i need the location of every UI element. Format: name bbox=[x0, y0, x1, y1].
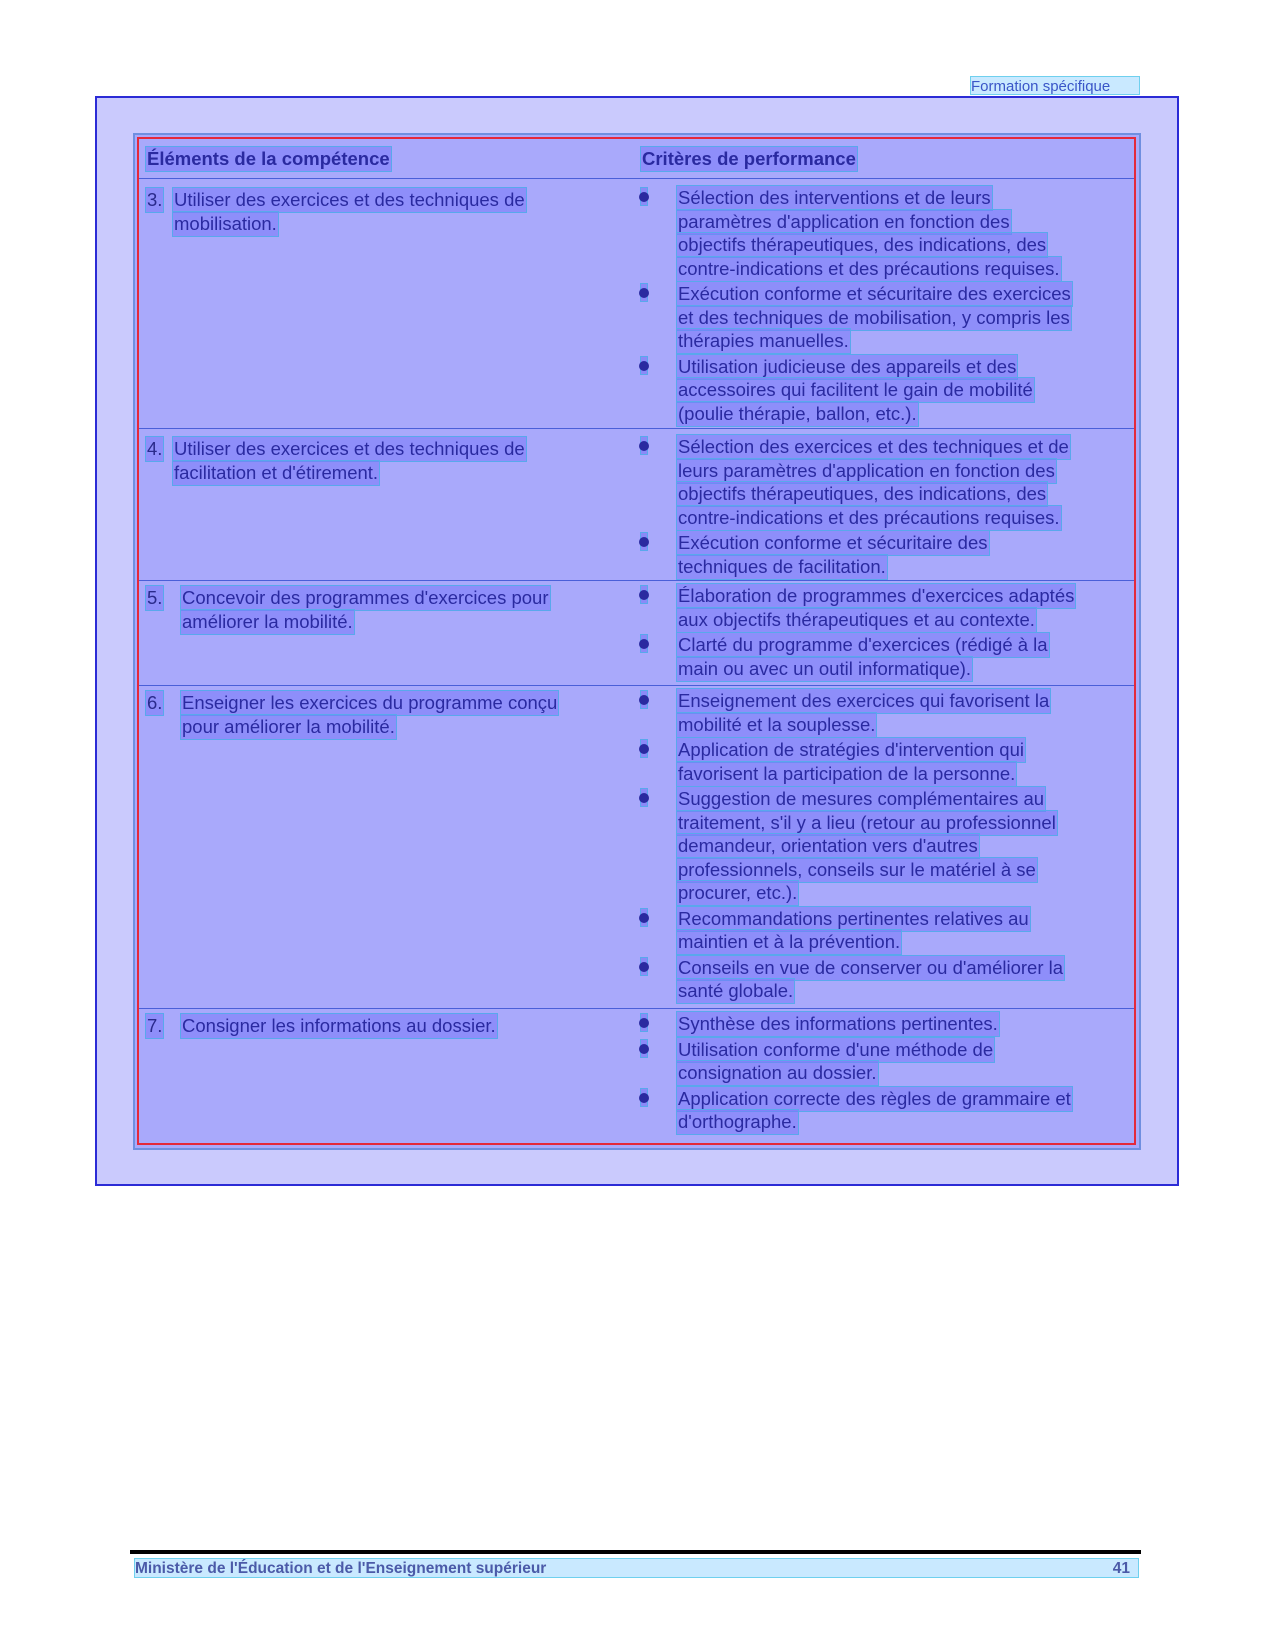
criterion-line bbox=[676, 833, 980, 859]
element-line bbox=[172, 460, 380, 486]
row-divider bbox=[139, 1008, 1134, 1009]
element-line-text: mobilisation. bbox=[172, 211, 279, 237]
criterion-line bbox=[676, 530, 990, 556]
element-line-text: améliorer la mobilité. bbox=[180, 609, 355, 635]
criterion-line bbox=[676, 481, 1048, 507]
bullet-dot bbox=[639, 361, 649, 371]
column-header-elements bbox=[145, 146, 392, 172]
criterion-line bbox=[676, 401, 919, 427]
criterion-line-text: mobilité et la souplesse. bbox=[676, 712, 877, 738]
column-header-elements-text: Éléments de la compétence bbox=[145, 146, 392, 172]
criterion-line bbox=[676, 761, 1017, 787]
criterion-line-text: Sélection des interventions et de leurs bbox=[676, 185, 993, 211]
criterion-line-text: contre-indications et des précautions requises. bbox=[676, 256, 1062, 282]
element-line bbox=[180, 714, 397, 740]
bullet-dot bbox=[639, 1018, 649, 1028]
criterion-line bbox=[676, 632, 1050, 658]
column-header-criteria bbox=[640, 146, 858, 172]
criterion-line-text: techniques de facilitation. bbox=[676, 554, 888, 580]
criterion-line bbox=[676, 786, 1046, 812]
criterion-line-text: Exécution conforme et sécuritaire des bbox=[676, 530, 990, 556]
criterion-line bbox=[676, 434, 1071, 460]
criterion-line bbox=[676, 305, 1072, 331]
criterion-line-text: Conseils en vue de conserver ou d'améliorer la bbox=[676, 955, 1065, 981]
criterion-line bbox=[676, 688, 1051, 714]
criterion-line-text: demandeur, orientation vers d'autres bbox=[676, 833, 980, 859]
element-number-text: 6. bbox=[145, 690, 164, 716]
criterion-line bbox=[676, 458, 1057, 484]
criterion-line-text: Utilisation judicieuse des appareils et des bbox=[676, 354, 1018, 380]
criterion-line bbox=[676, 656, 973, 682]
criterion-line bbox=[676, 328, 851, 354]
criterion-line bbox=[676, 1086, 1073, 1112]
bullet-dot bbox=[639, 744, 649, 754]
criterion-line bbox=[676, 607, 1037, 633]
element-line-text: Utiliser des exercices et des techniques de bbox=[172, 436, 527, 462]
criterion-line-text: professionnels, conseils sur le matériel à se bbox=[676, 857, 1038, 883]
criterion-line-text: objectifs thérapeutiques, des indications, des bbox=[676, 232, 1048, 258]
element-line bbox=[180, 585, 551, 611]
bullet-dot bbox=[639, 288, 649, 298]
element-line-text: Utiliser des exercices et des techniques de bbox=[172, 187, 527, 213]
element-number-text: 5. bbox=[145, 585, 164, 611]
criterion-line bbox=[676, 1060, 879, 1086]
element-line bbox=[172, 436, 527, 462]
row-divider bbox=[139, 685, 1134, 686]
criterion-line bbox=[676, 929, 902, 955]
bullet-dot bbox=[639, 962, 649, 972]
criterion-line bbox=[676, 810, 1058, 836]
criterion-line-text: Exécution conforme et sécuritaire des exercices bbox=[676, 281, 1073, 307]
element-line-text: Consigner les informations au dossier. bbox=[180, 1013, 498, 1039]
page-number: 41 bbox=[1112, 1560, 1130, 1577]
criterion-line bbox=[676, 554, 888, 580]
element-number bbox=[145, 585, 164, 611]
criterion-line-text: Enseignement des exercices qui favorisent la bbox=[676, 688, 1051, 714]
bullet-dot bbox=[639, 192, 649, 202]
criterion-line bbox=[676, 1037, 995, 1063]
footer bbox=[134, 1558, 1139, 1578]
element-line bbox=[180, 690, 559, 716]
criterion-line-text: et des techniques de mobilisation, y compris les bbox=[676, 305, 1072, 331]
row-divider bbox=[139, 178, 1134, 179]
header-label: Formation spécifique bbox=[970, 76, 1140, 95]
criterion-line bbox=[676, 857, 1038, 883]
criterion-line-text: consignation au dossier. bbox=[676, 1060, 879, 1086]
criterion-line bbox=[676, 737, 1026, 763]
criterion-line bbox=[676, 880, 799, 906]
criterion-line-text: Application de stratégies d'intervention qui bbox=[676, 737, 1026, 763]
criterion-line bbox=[676, 978, 795, 1004]
criterion-line-text: objectifs thérapeutiques, des indications, des bbox=[676, 481, 1048, 507]
criterion-line-text: favorisent la participation de la personne. bbox=[676, 761, 1017, 787]
criterion-line-text: paramètres d'application en fonction des bbox=[676, 209, 1012, 235]
element-number bbox=[145, 187, 164, 213]
criterion-line-text: thérapies manuelles. bbox=[676, 328, 851, 354]
element-number-text: 4. bbox=[145, 436, 164, 462]
element-number bbox=[145, 690, 164, 716]
element-line bbox=[180, 609, 355, 635]
element-line-text: Enseigner les exercices du programme conçu bbox=[180, 690, 559, 716]
criterion-line bbox=[676, 906, 1031, 932]
column-header-criteria-text: Critères de performance bbox=[640, 146, 858, 172]
element-line-text: facilitation et d'étirement. bbox=[172, 460, 380, 486]
bullet-dot bbox=[639, 695, 649, 705]
criterion-line-text: contre-indications et des précautions requises. bbox=[676, 505, 1062, 531]
criterion-line bbox=[676, 377, 1035, 403]
bullet-dot bbox=[639, 1093, 649, 1103]
criterion-line-text: procurer, etc.). bbox=[676, 880, 799, 906]
criterion-line-text: Clarté du programme d'exercices (rédigé à la bbox=[676, 632, 1050, 658]
criterion-line-text: accessoires qui facilitent le gain de mobilité bbox=[676, 377, 1035, 403]
criterion-line bbox=[676, 281, 1073, 307]
row-divider bbox=[139, 580, 1134, 581]
criterion-line bbox=[676, 354, 1018, 380]
criterion-line-text: Recommandations pertinentes relatives au bbox=[676, 906, 1031, 932]
element-line-text: Concevoir des programmes d'exercices pour bbox=[180, 585, 551, 611]
criterion-line-text: Synthèse des informations pertinentes. bbox=[676, 1011, 1000, 1037]
criterion-line bbox=[676, 232, 1048, 258]
footer-rule bbox=[130, 1550, 1141, 1554]
criterion-line-text: Sélection des exercices et des techniques et de bbox=[676, 434, 1071, 460]
element-line-text: pour améliorer la mobilité. bbox=[180, 714, 397, 740]
criterion-line-text: (poulie thérapie, ballon, etc.). bbox=[676, 401, 919, 427]
row-divider bbox=[139, 428, 1134, 429]
bullet-dot bbox=[639, 1044, 649, 1054]
criterion-line-text: traitement, s'il y a lieu (retour au professionnel bbox=[676, 810, 1058, 836]
criterion-line bbox=[676, 209, 1012, 235]
criterion-line-text: aux objectifs thérapeutiques et au contexte. bbox=[676, 607, 1037, 633]
criterion-line-text: main ou avec un outil informatique). bbox=[676, 656, 973, 682]
criterion-line bbox=[676, 1011, 1000, 1037]
criterion-line bbox=[676, 256, 1062, 282]
footer-ministry: Ministère de l'Éducation et de l'Enseignement supérieur bbox=[135, 1560, 547, 1577]
bullet-dot bbox=[639, 590, 649, 600]
criterion-line-text: santé globale. bbox=[676, 978, 795, 1004]
criterion-line bbox=[676, 583, 1076, 609]
element-line bbox=[172, 187, 527, 213]
element-line bbox=[172, 211, 279, 237]
criterion-line-text: d'orthographe. bbox=[676, 1109, 799, 1135]
criterion-line-text: Utilisation conforme d'une méthode de bbox=[676, 1037, 995, 1063]
bullet-dot bbox=[639, 639, 649, 649]
element-line bbox=[180, 1013, 498, 1039]
criterion-line-text: Suggestion de mesures complémentaires au bbox=[676, 786, 1046, 812]
criterion-line-text: Élaboration de programmes d'exercices adaptés bbox=[676, 583, 1076, 609]
element-number bbox=[145, 436, 164, 462]
criterion-line-text: maintien et à la prévention. bbox=[676, 929, 902, 955]
element-number-text: 3. bbox=[145, 187, 164, 213]
criterion-line-text: Application correcte des règles de grammaire et bbox=[676, 1086, 1073, 1112]
criterion-line bbox=[676, 185, 993, 211]
bullet-dot bbox=[639, 537, 649, 547]
bullet-dot bbox=[639, 441, 649, 451]
criterion-line bbox=[676, 505, 1062, 531]
criterion-line bbox=[676, 955, 1065, 981]
criterion-line bbox=[676, 1109, 799, 1135]
element-number bbox=[145, 1013, 164, 1039]
bullet-dot bbox=[639, 913, 649, 923]
element-number-text: 7. bbox=[145, 1013, 164, 1039]
criterion-line bbox=[676, 712, 877, 738]
bullet-dot bbox=[639, 793, 649, 803]
criterion-line-text: leurs paramètres d'application en fonction des bbox=[676, 458, 1057, 484]
